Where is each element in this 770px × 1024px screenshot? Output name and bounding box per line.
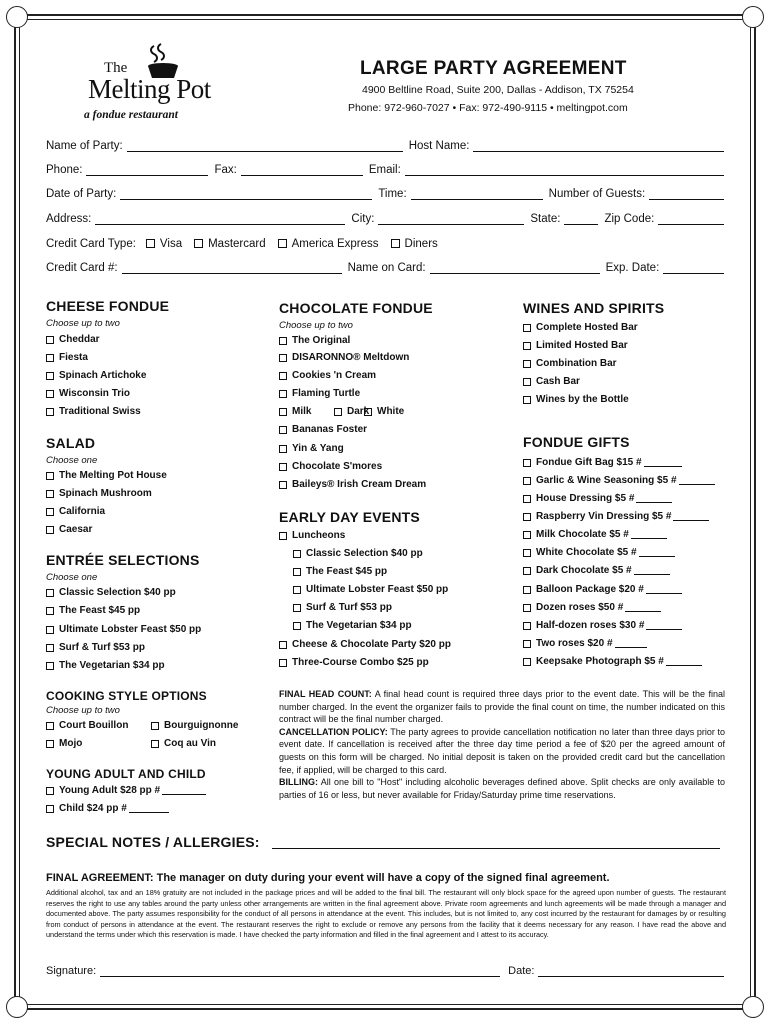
wines-heading: WINES AND SPIRITS xyxy=(523,300,665,316)
checkbox[interactable] xyxy=(279,659,287,667)
young-heading: YOUNG ADULT AND CHILD xyxy=(46,767,206,781)
chocolate-item[interactable]: Yin & Yang xyxy=(279,443,344,454)
head-count-text: A final head count is required three days prior to the event date. This will be the final number charged. In the event the organizer fails to provide the final count on time, the number indicated on this contract will be the final number charged. xyxy=(279,689,725,725)
address-label: Address: xyxy=(46,213,92,225)
checkbox[interactable] xyxy=(279,354,287,362)
checkbox[interactable] xyxy=(279,337,287,345)
checkbox[interactable] xyxy=(46,805,54,813)
card-type-label: Credit Card Type: xyxy=(46,238,136,250)
special-notes-field[interactable] xyxy=(272,848,720,849)
time-label: Time: xyxy=(378,188,407,200)
exp-date-field[interactable] xyxy=(663,264,724,274)
checkbox[interactable] xyxy=(146,239,155,248)
chocolate-item[interactable]: Dark xyxy=(334,406,369,417)
state-field[interactable] xyxy=(564,215,598,225)
city-label: City: xyxy=(351,213,375,225)
checkbox[interactable] xyxy=(279,532,287,540)
quantity-field[interactable] xyxy=(639,548,675,557)
checkbox[interactable] xyxy=(523,477,531,485)
fax-field[interactable] xyxy=(241,166,363,176)
entree-item[interactable]: Surf & Turf $53 pp xyxy=(46,642,145,653)
checkbox[interactable] xyxy=(293,622,301,630)
checkbox[interactable] xyxy=(194,239,203,248)
card-option-amex[interactable]: America Express xyxy=(278,238,379,250)
checkbox[interactable] xyxy=(46,472,54,480)
cancellation-text: The party agrees to provide cancellation notification no later than three days prior to event date. If cancellation is received after the three day time period a fee of $20 per the agreed amount of guests on this form will be charged. No initial deposit is taken on the provided credit card but the cancellation fee, if applied, will be charged to this card. xyxy=(279,726,725,775)
card-option-mastercard[interactable]: Mastercard xyxy=(194,238,266,250)
checkbox[interactable] xyxy=(523,604,531,612)
card-number-field[interactable] xyxy=(122,264,342,274)
early-item[interactable]: Ultimate Lobster Feast $50 pp xyxy=(293,584,448,595)
chocolate-item[interactable]: Chocolate S'mores xyxy=(279,461,382,472)
salad-item[interactable]: Spinach Mushroom xyxy=(46,488,152,499)
signature-field[interactable] xyxy=(100,967,500,977)
gift-item[interactable]: Balloon Package $20 # xyxy=(523,584,682,595)
date-field[interactable] xyxy=(538,967,724,977)
early-item[interactable]: Cheese & Chocolate Party $20 pp xyxy=(279,639,451,650)
checkbox[interactable] xyxy=(279,445,287,453)
gift-item[interactable]: Two roses $20 # xyxy=(523,638,647,649)
wines-item[interactable]: Wines by the Bottle xyxy=(523,394,629,405)
zip-label: Zip Code: xyxy=(604,213,655,225)
checkbox[interactable] xyxy=(46,336,54,344)
early-item[interactable]: The Vegetarian $34 pp xyxy=(293,620,412,631)
checkbox[interactable] xyxy=(334,408,342,416)
date-label: Date: xyxy=(508,965,535,977)
checkbox[interactable] xyxy=(523,531,531,539)
checkbox[interactable] xyxy=(151,740,159,748)
salad-item[interactable]: The Melting Pot House xyxy=(46,470,167,481)
checkbox[interactable] xyxy=(523,396,531,404)
logo-tagline: a fondue restaurant xyxy=(84,109,178,121)
checkbox[interactable] xyxy=(523,622,531,630)
gift-item[interactable]: Raspberry Vin Dressing $5 # xyxy=(523,511,709,522)
form-row-card xyxy=(46,262,724,274)
checkbox[interactable] xyxy=(279,463,287,471)
quantity-field[interactable] xyxy=(162,786,206,795)
checkbox[interactable] xyxy=(279,641,287,649)
early-item[interactable]: The Feast $45 pp xyxy=(293,566,387,577)
checkbox[interactable] xyxy=(46,787,54,795)
cheese-item[interactable]: Wisconsin Trio xyxy=(46,388,130,399)
date-of-party-label: Date of Party: xyxy=(46,188,117,200)
chocolate-item[interactable]: The Original xyxy=(279,335,350,346)
wines-item[interactable]: Cash Bar xyxy=(523,376,580,387)
wines-item[interactable]: Limited Hosted Bar xyxy=(523,340,628,351)
gift-item[interactable]: White Chocolate $5 # xyxy=(523,547,675,558)
checkbox[interactable] xyxy=(46,740,54,748)
checkbox[interactable] xyxy=(293,550,301,558)
card-number-label: Credit Card #: xyxy=(46,262,118,274)
gift-item[interactable]: Half-dozen roses $30 # xyxy=(523,620,682,631)
checkbox[interactable] xyxy=(523,342,531,350)
entree-item[interactable]: Ultimate Lobster Feast $50 pp xyxy=(46,624,201,635)
checkbox[interactable] xyxy=(279,481,287,489)
guests-field[interactable] xyxy=(649,190,724,200)
form-row-date xyxy=(46,188,724,200)
name-of-party-label: Name of Party: xyxy=(46,140,123,152)
gift-item[interactable]: Dozen roses $50 # xyxy=(523,602,661,613)
cheese-item[interactable]: Traditional Swiss xyxy=(46,406,141,417)
quantity-field[interactable] xyxy=(634,566,670,575)
checkbox[interactable] xyxy=(523,567,531,575)
email-label: Email: xyxy=(368,164,401,176)
form-row-name xyxy=(46,140,724,152)
host-name-label: Host Name: xyxy=(408,140,470,152)
final-agreement-text: Additional alcohol, tax and an 18% gratuity are not included in the package prices and will be added to the final bill. The restaurant will only block space for the agreed upon number of guests. The restaurant reserves the right to use any tables around the party unless other arrangements are written in the final agreement above. Private room agreements and lunch agreements will be made through a manager and documented above. The party assumes responsibility for the conduct of all persons in attendance at the event. This includes, but is not limited to, any cost incurred by the restaurant for damages by or resulting from conduct of persons in attendance at the event. The restaurant reserves the right to exclude or remove any persons from the facility that it deems necessary for any reason. I have read the above and understand the terms under which this reservation is made. I have checked the party information and filled in the final agreement and I attest to its accuracy. xyxy=(46,888,726,940)
melting-pot-logo xyxy=(78,42,248,124)
quantity-field[interactable] xyxy=(679,476,715,485)
cooking-note: Choose up to two xyxy=(46,705,120,716)
date-of-party-field[interactable] xyxy=(120,190,372,200)
cheese-fondue-heading: CHEESE FONDUE xyxy=(46,298,170,314)
checkbox[interactable] xyxy=(279,408,287,416)
quantity-field[interactable] xyxy=(129,804,169,813)
gift-item[interactable]: Garlic & Wine Seasoning $5 # xyxy=(523,475,715,486)
chocolate-item[interactable]: Milk xyxy=(279,406,311,417)
quantity-field[interactable] xyxy=(636,494,672,503)
salad-item[interactable]: California xyxy=(46,506,105,517)
young-item[interactable]: Child $24 pp # xyxy=(46,803,169,814)
early-events-heading: EARLY DAY EVENTS xyxy=(279,509,420,525)
corner-ornament xyxy=(6,996,28,1018)
chocolate-item[interactable]: Flaming Turtle xyxy=(279,388,360,399)
checkbox[interactable] xyxy=(46,626,54,634)
cheese-item[interactable]: Spinach Artichoke xyxy=(46,370,146,381)
chocolate-note: Choose up to two xyxy=(279,320,353,331)
checkbox[interactable] xyxy=(46,354,54,362)
gift-item[interactable]: Keepsake Photograph $5 # xyxy=(523,656,702,667)
entree-item[interactable]: The Feast $45 pp xyxy=(46,605,140,616)
cancellation-label: CANCELLATION POLICY: xyxy=(279,726,388,737)
checkbox[interactable] xyxy=(46,390,54,398)
checkbox[interactable] xyxy=(293,604,301,612)
chocolate-fondue-heading: CHOCOLATE FONDUE xyxy=(279,300,433,316)
cheese-item[interactable]: Fiesta xyxy=(46,352,88,363)
checkbox[interactable] xyxy=(46,372,54,380)
checkbox[interactable] xyxy=(523,378,531,386)
checkbox[interactable] xyxy=(523,459,531,467)
page-title: LARGE PARTY AGREEMENT xyxy=(360,58,627,79)
checkbox[interactable] xyxy=(523,549,531,557)
salad-item[interactable]: Caesar xyxy=(46,524,92,535)
checkbox[interactable] xyxy=(279,372,287,380)
checkbox[interactable] xyxy=(523,586,531,594)
quantity-field[interactable] xyxy=(666,657,702,666)
phone-field[interactable] xyxy=(86,166,208,176)
checkbox[interactable] xyxy=(151,722,159,730)
checkbox[interactable] xyxy=(46,508,54,516)
logo-the: The xyxy=(104,60,128,76)
chocolate-item[interactable]: White xyxy=(364,406,404,417)
cooking-item[interactable]: Bourguignonne xyxy=(151,720,238,731)
chocolate-item[interactable]: Baileys® Irish Cream Dream xyxy=(279,479,426,490)
billing-text: All one bill to "Host" including alcoholic beverages defined above. Split checks are only available to parties of 16 or less, but never available for Friday/Saturday prime time reservations. xyxy=(279,777,725,800)
wines-item[interactable]: Complete Hosted Bar xyxy=(523,322,638,333)
salad-heading: SALAD xyxy=(46,435,96,451)
quantity-field[interactable] xyxy=(625,603,661,612)
corner-ornament xyxy=(742,996,764,1018)
entree-note: Choose one xyxy=(46,572,98,583)
checkbox[interactable] xyxy=(523,324,531,332)
checkbox[interactable] xyxy=(279,390,287,398)
cooking-item[interactable]: Mojo xyxy=(46,738,82,749)
logo-name: Melting Pot xyxy=(88,74,211,104)
checkbox[interactable] xyxy=(523,513,531,521)
host-name-field[interactable] xyxy=(473,142,724,152)
exp-date-label: Exp. Date: xyxy=(605,262,660,274)
checkbox[interactable] xyxy=(278,239,287,248)
cooking-item[interactable]: Coq au Vin xyxy=(151,738,216,749)
cooking-heading: COOKING STYLE OPTIONS xyxy=(46,689,207,703)
checkbox[interactable] xyxy=(523,495,531,503)
wines-item[interactable]: Combination Bar xyxy=(523,358,617,369)
salad-note: Choose one xyxy=(46,455,98,466)
early-item[interactable]: Luncheons xyxy=(279,530,345,541)
chocolate-item[interactable]: Cookies 'n Cream xyxy=(279,370,376,381)
checkbox[interactable] xyxy=(46,589,54,597)
quantity-field[interactable] xyxy=(646,585,682,594)
address-field[interactable] xyxy=(95,215,345,225)
name-on-card-label: Name on Card: xyxy=(347,262,426,274)
signature-row xyxy=(46,965,724,977)
special-notes-heading: SPECIAL NOTES / ALLERGIES: xyxy=(46,834,260,850)
fondue-gifts-heading: FONDUE GIFTS xyxy=(523,434,630,450)
time-field[interactable] xyxy=(411,190,543,200)
checkbox[interactable] xyxy=(46,662,54,670)
cooking-item[interactable]: Court Bouillon xyxy=(46,720,128,731)
entree-heading: ENTRÉE SELECTIONS xyxy=(46,552,200,568)
billing-label: BILLING: xyxy=(279,777,318,788)
guests-label: Number of Guests: xyxy=(548,188,646,200)
form-row-card-type xyxy=(46,238,724,250)
checkbox[interactable] xyxy=(364,408,372,416)
checkbox[interactable] xyxy=(523,658,531,666)
quantity-field[interactable] xyxy=(646,621,682,630)
header-contact: Phone: 972-960-7027 • Fax: 972-490-9115 • meltingpot.com xyxy=(348,102,628,114)
city-field[interactable] xyxy=(378,215,524,225)
cheese-note: Choose up to two xyxy=(46,318,120,329)
header-address: 4900 Beltline Road, Suite 200, Dallas - Addison, TX 75254 xyxy=(362,84,634,96)
name-on-card-field[interactable] xyxy=(430,264,600,274)
quantity-field[interactable] xyxy=(631,530,667,539)
corner-ornament xyxy=(6,6,28,28)
final-agreement-title: FINAL AGREEMENT: The manager on duty during your event will have a copy of the signed final agreement. xyxy=(46,872,610,884)
signature-label: Signature: xyxy=(46,965,97,977)
checkbox[interactable] xyxy=(46,408,54,416)
checkbox[interactable] xyxy=(46,607,54,615)
chocolate-item[interactable]: DISARONNO® Meltdown xyxy=(279,352,409,363)
checkbox[interactable] xyxy=(293,586,301,594)
checkbox[interactable] xyxy=(46,644,54,652)
gift-item[interactable]: House Dressing $5 # xyxy=(523,493,672,504)
checkbox[interactable] xyxy=(46,490,54,498)
form-row-address xyxy=(46,213,724,225)
card-option-visa[interactable]: Visa xyxy=(146,238,182,250)
young-item[interactable]: Young Adult $28 pp # xyxy=(46,785,206,796)
gift-item[interactable]: Dark Chocolate $5 # xyxy=(523,565,670,576)
quantity-field[interactable] xyxy=(673,512,709,521)
fax-label: Fax: xyxy=(214,164,237,176)
cheese-item[interactable]: Cheddar xyxy=(46,334,100,345)
phone-label: Phone: xyxy=(46,164,83,176)
quantity-field[interactable] xyxy=(644,458,682,467)
checkbox[interactable] xyxy=(46,526,54,534)
form-row-phone xyxy=(46,164,724,176)
card-option-diners[interactable]: Diners xyxy=(391,238,438,250)
name-of-party-field[interactable] xyxy=(127,142,403,152)
entree-item[interactable]: The Vegetarian $34 pp xyxy=(46,660,165,671)
email-field[interactable] xyxy=(405,166,724,176)
head-count-label: FINAL HEAD COUNT: xyxy=(279,689,372,699)
gift-item[interactable]: Milk Chocolate $5 # xyxy=(523,529,667,540)
quantity-field[interactable] xyxy=(615,639,647,648)
checkbox[interactable] xyxy=(46,722,54,730)
early-item[interactable]: Classic Selection $40 pp xyxy=(293,548,423,559)
checkbox[interactable] xyxy=(293,568,301,576)
policies-block xyxy=(279,688,725,801)
gift-item[interactable]: Fondue Gift Bag $15 # xyxy=(523,457,682,468)
state-label: State: xyxy=(530,213,561,225)
early-item[interactable]: Three-Course Combo $25 pp xyxy=(279,657,429,668)
early-item[interactable]: Surf & Turf $53 pp xyxy=(293,602,392,613)
checkbox[interactable] xyxy=(391,239,400,248)
zip-field[interactable] xyxy=(658,215,724,225)
entree-item[interactable]: Classic Selection $40 pp xyxy=(46,587,176,598)
chocolate-item[interactable]: Bananas Foster xyxy=(279,424,367,435)
checkbox[interactable] xyxy=(523,360,531,368)
checkbox[interactable] xyxy=(523,640,531,648)
checkbox[interactable] xyxy=(279,426,287,434)
corner-ornament xyxy=(742,6,764,28)
